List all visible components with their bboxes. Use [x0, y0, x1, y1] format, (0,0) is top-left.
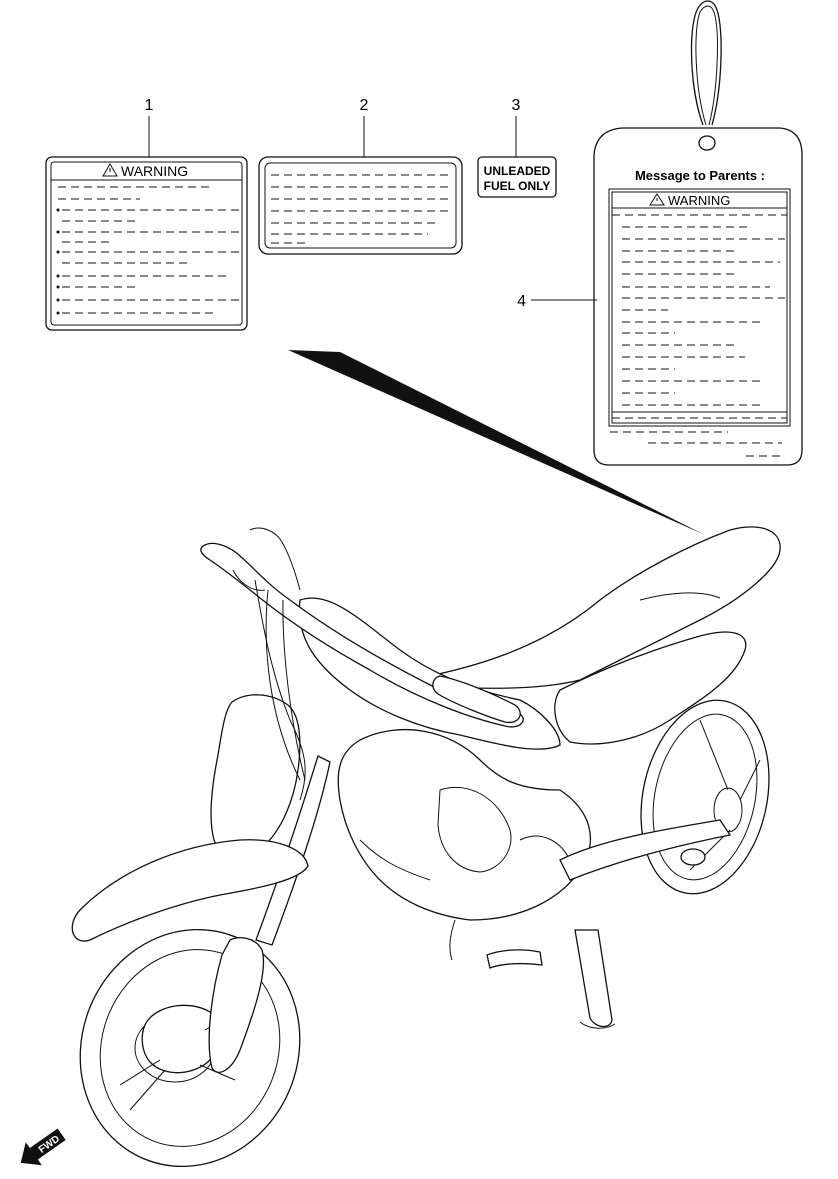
caution-label-2 — [259, 97, 462, 254]
warning-triangle-icon — [103, 164, 117, 176]
fork-guard — [209, 938, 263, 1073]
label3-line2: FUEL ONLY — [483, 179, 551, 193]
number-plate — [211, 695, 300, 857]
callout-1: 1 — [144, 97, 154, 114]
label4-warning-heading: WARNING — [668, 193, 731, 208]
fwd-label: FWD — [36, 1133, 62, 1156]
fwd-arrow-icon — [13, 1123, 70, 1175]
label1-warning-heading: WARNING — [121, 163, 189, 179]
callout-4: 4 — [517, 293, 526, 310]
callout-2: 2 — [359, 97, 369, 114]
foot-peg — [487, 950, 542, 968]
leader-wedge — [288, 350, 705, 535]
parents-tag-4 — [517, 1, 802, 465]
tag-string-loop — [691, 1, 721, 125]
warning-triangle-icon — [650, 194, 664, 205]
kickstand — [575, 930, 612, 1027]
engine — [338, 730, 590, 920]
label3-line1: UNLEADED — [483, 164, 551, 178]
motorcycle-illustration — [45, 527, 786, 1179]
callout-3: 3 — [511, 97, 521, 114]
label4-title: Message to Parents : — [634, 168, 766, 183]
warning-label-1 — [46, 97, 247, 330]
fuel-label-3 — [478, 97, 556, 197]
